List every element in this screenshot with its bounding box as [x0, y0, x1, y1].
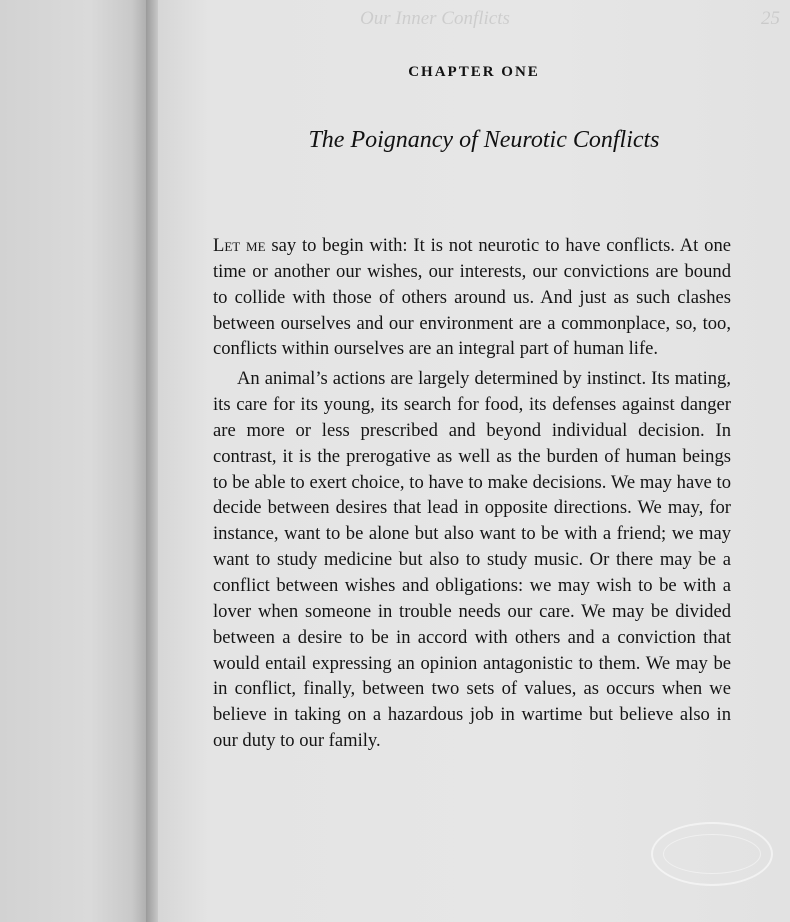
- paragraph-1-lead: Let me: [213, 235, 266, 256]
- paragraph-1-text: say to begin with: It is not neurotic to have conflicts. At one time or another our wishes, our interests, our convictions are bound to collide with those of others around us. And just as such clashes between ourselves and our environment are a commonplace, so, too, conflicts within ourselves are an integral part of human life.: [213, 235, 731, 360]
- paragraph-2: [213, 366, 731, 754]
- bleed-running-title: Our Inner Conflicts: [360, 8, 510, 29]
- paragraph-1: [213, 233, 731, 362]
- watermark-stamp: [651, 822, 773, 886]
- paragraph-2-text: An animal’s actions are largely determined by instinct. Its mating, its care for its young, its search for food, its defenses against danger are more or less prescribed and beyond individual decision. In contrast, it is the prerogative as well as the burden of human beings to be able to exert choice, to have to make decisions. We may have to decide between desires that lead in opposite directions. We may, for instance, want to be alone but also want to be with a friend; we may want to study medicine but also to study music. Or there may be a conflict between wishes and obligations: we may wish to be with a lover when someone in trouble needs our care. We may be divided between a desire to be in accord with others and a conviction that would entail expressing an opinion antagonistic to them. We may be in conflict, finally, between two sets of values, as occurs when we believe in taking on a hazardous job in wartime but believe also in our duty to our family.: [213, 368, 731, 752]
- bleed-through-header: [320, 8, 790, 30]
- body-text: [213, 233, 731, 754]
- chapter-title: The Poignancy of Neurotic Conflicts: [308, 127, 660, 153]
- chapter-label: CHAPTER ONE: [408, 64, 540, 80]
- left-page-edge: [0, 0, 150, 922]
- bleed-page-number: 25: [761, 8, 780, 29]
